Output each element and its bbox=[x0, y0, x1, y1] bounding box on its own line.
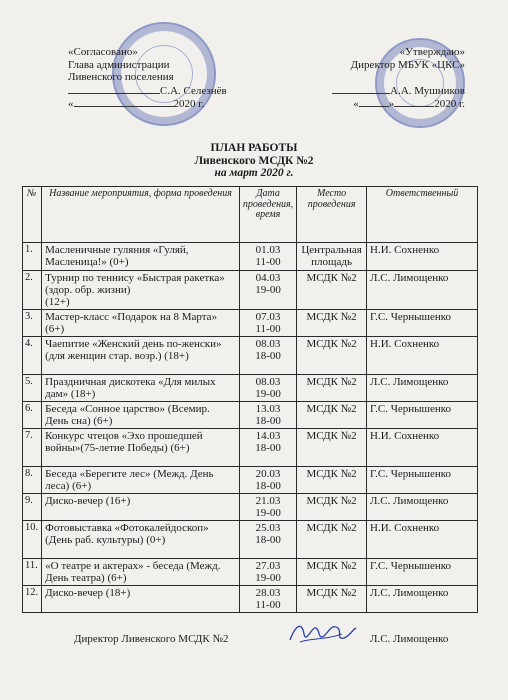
row-place: МСДК №2 bbox=[297, 310, 367, 337]
row-responsible: Г.С. Чернышенко bbox=[367, 402, 478, 429]
approval-right-year: 2020 г. bbox=[434, 98, 465, 111]
header-resp: Ответственный bbox=[367, 187, 478, 243]
row-event-name: Фотовыставка «Фотокалейдоскоп» (День раб. культуры) (0+) bbox=[42, 521, 240, 559]
row-num: 3. bbox=[23, 310, 42, 337]
row-responsible: Н.И. Сохненко bbox=[367, 521, 478, 559]
row-place: МСДК №2 bbox=[297, 521, 367, 559]
approval-left-line1: «Согласовано» bbox=[68, 46, 138, 58]
row-place: МСДК №2 bbox=[297, 559, 367, 586]
row-date: 07.03 11-00 bbox=[239, 310, 296, 337]
row-date: 14.03 18-00 bbox=[239, 429, 296, 467]
row-place: Центральная площадь bbox=[297, 243, 367, 271]
row-place: МСДК №2 bbox=[297, 467, 367, 494]
header-name: Название мероприятия, форма проведения bbox=[42, 187, 240, 243]
row-date: 08.03 18-00 bbox=[239, 337, 296, 375]
table-row bbox=[23, 467, 478, 494]
table-body bbox=[23, 243, 478, 613]
row-place: МСДК №2 bbox=[297, 337, 367, 375]
table-row bbox=[23, 559, 478, 586]
row-event-name: Беседа «Сонное царство» (Всемир. День сна) (6+) bbox=[42, 402, 240, 429]
row-place: МСДК №2 bbox=[297, 586, 367, 613]
approval-left-date: « 2020 г. bbox=[68, 98, 205, 111]
footer-director-title: Директор Ливенского МСДК №2 bbox=[74, 633, 229, 645]
approval-left-line3: Ливенского поселения bbox=[68, 71, 174, 84]
table-row bbox=[23, 402, 478, 429]
row-responsible: Л.С. Лимощенко bbox=[367, 375, 478, 402]
row-date: 08.03 19-00 bbox=[239, 375, 296, 402]
table-header-row bbox=[23, 187, 478, 243]
document-org: Ливенского МСДК №2 bbox=[194, 154, 314, 167]
document-title: ПЛАН РАБОТЫ bbox=[210, 142, 298, 154]
row-responsible: Н.И. Сохненко bbox=[367, 337, 478, 375]
row-responsible: Г.С. Чернышенко bbox=[367, 559, 478, 586]
row-place: МСДК №2 bbox=[297, 494, 367, 521]
row-num: 2. bbox=[23, 271, 42, 310]
table-row bbox=[23, 494, 478, 521]
row-event-name: Мастер-класс «Подарок на 8 Марта» (6+) bbox=[42, 310, 240, 337]
row-num: 1. bbox=[23, 243, 42, 271]
row-responsible: Н.И. Сохненко bbox=[367, 429, 478, 467]
row-num: 12. bbox=[23, 586, 42, 613]
row-responsible: Л.С. Лимощенко bbox=[367, 494, 478, 521]
row-event-name: Беседа «Берегите лес» (Межд. День леса) (6+) bbox=[42, 467, 240, 494]
row-event-name: Праздничная дискотека «Для милых дам» (18+) bbox=[42, 375, 240, 402]
table-row bbox=[23, 521, 478, 559]
row-responsible: Г.С. Чернышенко bbox=[367, 467, 478, 494]
header-place: Место проведения bbox=[297, 187, 367, 243]
table-row bbox=[23, 375, 478, 402]
footer-director-name: Л.С. Лимощенко bbox=[370, 633, 449, 645]
table-row bbox=[23, 337, 478, 375]
approval-right-signature-line bbox=[315, 84, 465, 98]
row-event-name: Диско-вечер (18+) bbox=[42, 586, 240, 613]
row-place: МСДК №2 bbox=[297, 271, 367, 310]
row-event-name: Чаепитие «Женский день по-женски» (для женщин стар. возр.) (18+) bbox=[42, 337, 240, 375]
table-row bbox=[23, 429, 478, 467]
row-date: 20.03 18-00 bbox=[239, 467, 296, 494]
row-num: 10. bbox=[23, 521, 42, 559]
row-date: 13.03 18-00 bbox=[239, 402, 296, 429]
approval-right-date: « » 2020 г. bbox=[353, 98, 465, 111]
row-date: 25.03 18-00 bbox=[239, 521, 296, 559]
row-event-name: Масленичные гуляния «Гуляй, Масленица!» (0+) bbox=[42, 243, 240, 271]
signature-icon bbox=[286, 618, 358, 648]
plan-table bbox=[22, 186, 478, 613]
table-row bbox=[23, 271, 478, 310]
row-num: 4. bbox=[23, 337, 42, 375]
row-responsible: Г.С. Чернышенко bbox=[367, 310, 478, 337]
row-num: 5. bbox=[23, 375, 42, 402]
header-date: Дата проведения, время bbox=[239, 187, 296, 243]
row-event-name: «О театре и актерах» - беседа (Межд. День театра) (6+) bbox=[42, 559, 240, 586]
row-num: 6. bbox=[23, 402, 42, 429]
row-date: 21.03 19-00 bbox=[239, 494, 296, 521]
row-responsible: Н.И. Сохненко bbox=[367, 243, 478, 271]
table-row bbox=[23, 243, 478, 271]
row-date: 28.03 11-00 bbox=[239, 586, 296, 613]
document-title-block bbox=[0, 142, 508, 180]
table-row bbox=[23, 586, 478, 613]
approval-right-signer: А.А. Мушников bbox=[390, 84, 465, 97]
approval-left-signer: С.А. Селезнёв bbox=[160, 84, 227, 97]
approval-left-signature-line bbox=[68, 84, 268, 98]
header-num: № bbox=[23, 187, 42, 243]
row-event-name: Конкурс чтецов «Эхо прошедшей войны»(75-летие Победы) (6+) bbox=[42, 429, 240, 467]
row-place: МСДК №2 bbox=[297, 429, 367, 467]
table-row bbox=[23, 310, 478, 337]
approval-right-line1: «Утверждаю» bbox=[399, 46, 465, 58]
row-event-name: Диско-вечер (16+) bbox=[42, 494, 240, 521]
approval-block-right bbox=[315, 46, 465, 111]
document-period: на март 2020 г. bbox=[214, 167, 294, 179]
row-place: МСДК №2 bbox=[297, 402, 367, 429]
row-num: 7. bbox=[23, 429, 42, 467]
row-responsible: Л.С. Лимощенко bbox=[367, 586, 478, 613]
approval-block-left bbox=[68, 46, 268, 111]
row-num: 11. bbox=[23, 559, 42, 586]
approval-left-line2: Глава администрации bbox=[68, 58, 170, 71]
row-num: 8. bbox=[23, 467, 42, 494]
row-event-name: Турнир по теннису «Быстрая ракетка» (здор. обр. жизни) (12+) bbox=[42, 271, 240, 310]
approval-right-line2: Директор МБУК «ЦКС» bbox=[350, 58, 465, 71]
row-responsible: Л.С. Лимощенко bbox=[367, 271, 478, 310]
row-date: 01.03 11-00 bbox=[239, 243, 296, 271]
row-date: 27.03 19-00 bbox=[239, 559, 296, 586]
row-num: 9. bbox=[23, 494, 42, 521]
row-place: МСДК №2 bbox=[297, 375, 367, 402]
approval-left-year: 2020 г. bbox=[173, 98, 205, 111]
row-date: 04.03 19-00 bbox=[239, 271, 296, 310]
